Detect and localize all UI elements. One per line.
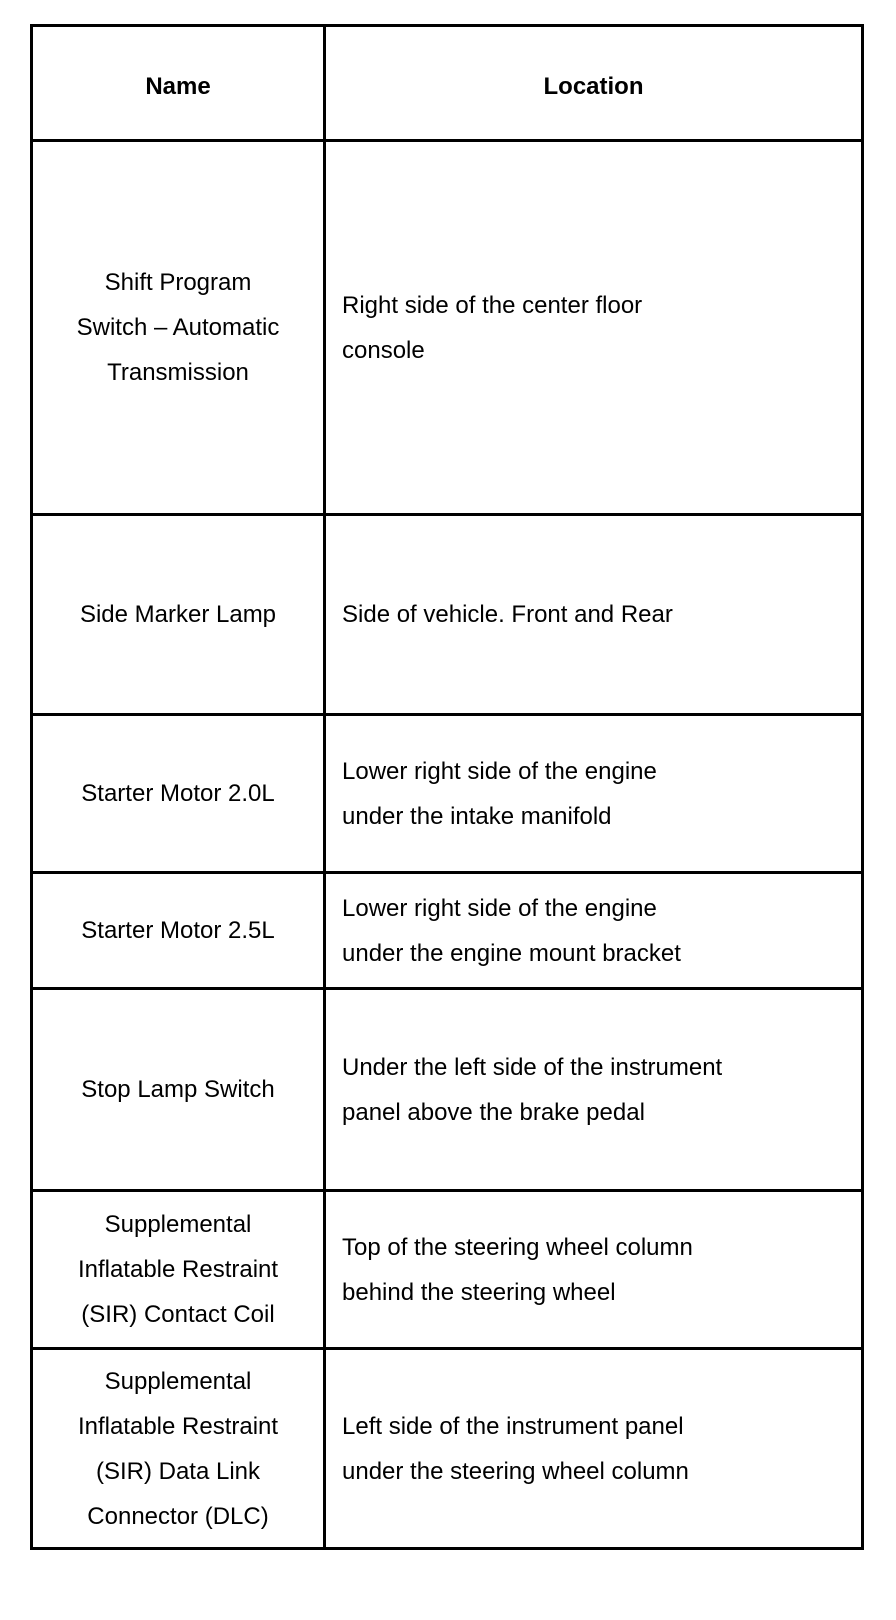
name-line: Side Marker Lamp — [79, 601, 277, 628]
table-row — [32, 715, 863, 873]
name-line: Connector (DLC) — [87, 1502, 269, 1530]
column-header-name: Name — [32, 26, 325, 141]
name-cell — [32, 1349, 325, 1549]
location-cell — [325, 1349, 863, 1549]
table-row — [32, 1349, 863, 1549]
name-cell — [32, 873, 325, 989]
location-line: Lower right side of the engine — [342, 757, 657, 785]
location-line: panel above the brake pedal — [342, 1098, 645, 1126]
location-cell — [325, 515, 863, 715]
name-cell — [32, 989, 325, 1191]
location-line: Left side of the instrument panel — [342, 1412, 684, 1440]
location-cell — [325, 873, 863, 989]
table-row — [32, 515, 863, 715]
table-row — [32, 141, 863, 515]
location-cell — [325, 1191, 863, 1349]
location-cell — [325, 141, 863, 515]
name-cell — [32, 515, 325, 715]
name-line: Supplemental — [104, 1211, 252, 1238]
column-header-location: Location — [325, 26, 863, 141]
name-cell — [32, 715, 325, 873]
location-line: Under the left side of the instrument — [342, 1053, 723, 1081]
name-cell — [32, 141, 325, 515]
location-line: Right side of the center floor — [342, 291, 643, 319]
name-line: Switch – Automatic — [76, 314, 280, 341]
location-line: behind the steering wheel — [342, 1278, 616, 1306]
location-line: Top of the steering wheel column — [342, 1233, 693, 1261]
table-header-row — [32, 26, 863, 141]
location-line: Side of vehicle. Front and Rear — [342, 601, 673, 628]
name-line: (SIR) Data Link — [95, 1457, 261, 1485]
location-cell — [325, 715, 863, 873]
name-line: Supplemental — [104, 1367, 252, 1395]
table-row — [32, 873, 863, 989]
location-line: under the steering wheel column — [342, 1457, 689, 1485]
table-row — [32, 1191, 863, 1349]
table-row — [32, 989, 863, 1191]
name-line: Stop Lamp Switch — [81, 1076, 275, 1103]
name-line: Inflatable Restraint — [77, 1412, 279, 1440]
location-cell — [325, 989, 863, 1191]
name-line: Starter Motor 2.5L — [81, 917, 275, 944]
name-line: (SIR) Contact Coil — [81, 1301, 275, 1328]
name-cell — [32, 1191, 325, 1349]
location-line: under the engine mount bracket — [342, 939, 681, 967]
location-line: Lower right side of the engine — [342, 894, 657, 922]
name-line: Transmission — [107, 359, 249, 386]
location-line: console — [342, 336, 425, 364]
component-location-table — [30, 24, 864, 1550]
name-line: Inflatable Restraint — [77, 1256, 279, 1283]
location-line: under the intake manifold — [342, 802, 612, 830]
name-line: Starter Motor 2.0L — [81, 780, 275, 807]
name-line: Shift Program — [104, 269, 252, 296]
